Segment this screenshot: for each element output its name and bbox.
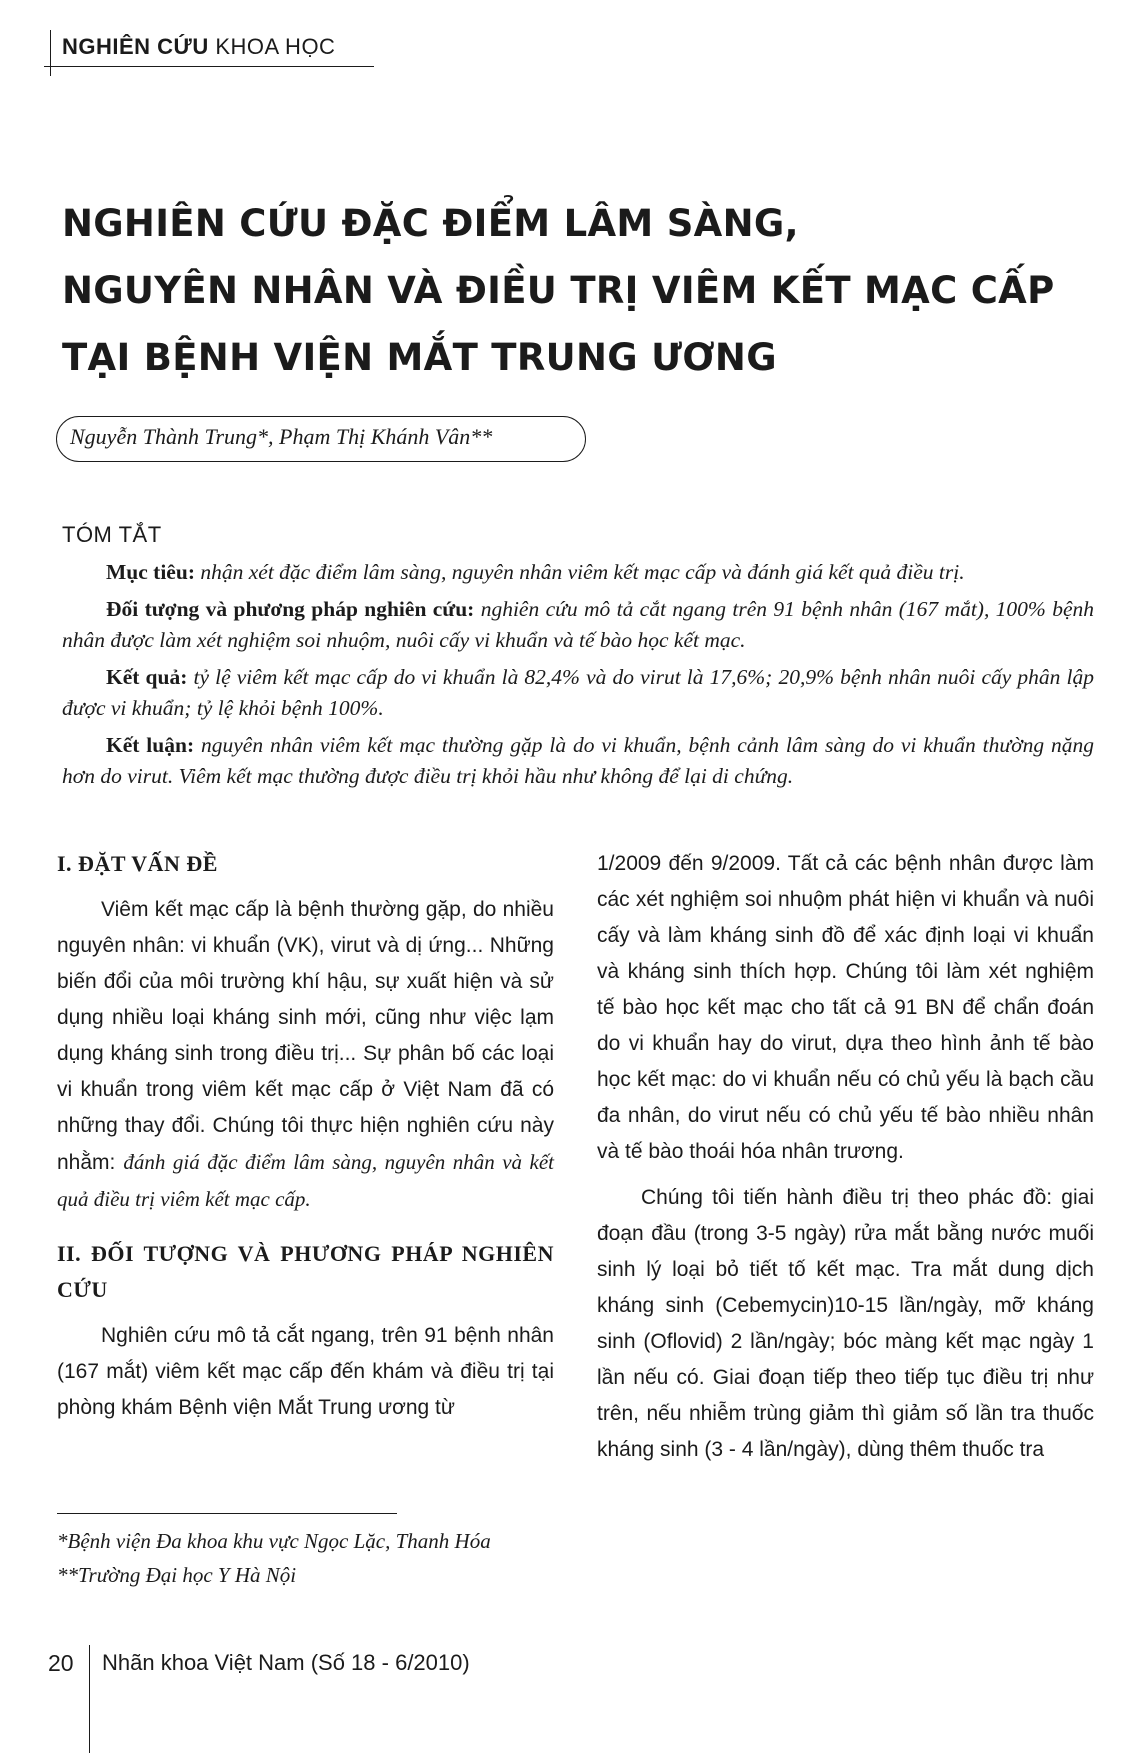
running-header-bold: NGHIÊN CỨU — [62, 34, 209, 59]
section-1-aim: đánh giá đặc điểm lâm sàng, nguyên nhân và kết quả điều trị viêm kết mạc cấp. — [57, 1150, 554, 1211]
footnote-1: *Bệnh viện Đa khoa khu vực Ngọc Lặc, Thanh Hóa — [57, 1529, 491, 1553]
journal-name: Nhãn khoa Việt Nam (Số 18 - 6/2010) — [102, 1650, 470, 1675]
abstract-methods: Đối tượng và phương pháp nghiên cứu: nghiên cứu mô tả cắt ngang trên 91 bệnh nhân (167 mắt), 100% bệnh nhân được làm xét nghiệm soi nhuộm, nuôi cấy vi khuẩn và tế bào học kết mạc. — [62, 596, 1094, 652]
objective-label: Mục tiêu — [106, 560, 188, 584]
section-1-body — [57, 892, 554, 1218]
methods-text: nghiên cứu mô tả cắt ngang trên 91 bệnh nhân (167 mắt), 100% bệnh nhân được làm xét nghiệm soi nhuộm, nuôi cấy vi khuẩn và tế bào học kết mạc. — [62, 596, 1094, 652]
running-header — [62, 34, 335, 60]
footnotes — [57, 1524, 491, 1592]
authors: Nguyễn Thành Trung*, Phạm Thị Khánh Vân** — [70, 424, 493, 449]
abstract-heading: TÓM TẮT — [62, 522, 162, 547]
right-paragraph-1: 1/2009 đến 9/2009. Tất cả các bệnh nhân được làm các xét nghiệm soi nhuộm phát hiện vi khuẩn và nuôi cấy và làm kháng sinh đồ để xác định loại vi khuẩn và kháng sinh thích hợp. Chúng tôi làm xét nghiệm tế bào học kết mạc cho tất cả 91 BN để chẩn đoán do vi khuẩn hay do virut, dựa theo hình ảnh tế bào học kết mạc: do vi khuẩn nếu có chủ yếu là bạch cầu đa nhân, do virut nếu có chủ yếu tế bào nhiều nhân và tế bào thoái hóa nhân trương. — [597, 852, 1094, 1163]
conclusion-label: Kết luận — [106, 732, 187, 757]
footnote-rule — [57, 1513, 397, 1514]
title-line-1: NGHIÊN CỨU ĐẶC ĐIỂM LÂM SÀNG, — [62, 202, 799, 245]
left-column — [57, 846, 554, 1426]
title-line-3: TẠI BỆNH VIỆN MẮT TRUNG ƯƠNG — [62, 336, 777, 379]
footer-bar — [89, 1645, 90, 1753]
page-number: 20 — [48, 1650, 74, 1676]
methods-label: Đối tượng và phương pháp nghiên cứu — [106, 596, 468, 621]
section-1-text: Viêm kết mạc cấp là bệnh thường gặp, do nhiều nguyên nhân: vi khuẩn (VK), virut và dị ứng... Những biến đổi của môi trường khí hậu, sự xuất hiện và sử dụng nhiều loại kháng sinh mới, cũng như việc lạm dụng kháng sinh trong điều trị... Sự phân bố các loại vi khuẩn trong viêm kết mạc cấp ở Việt Nam đã có những thay đổi. Chúng tôi thực hiện nghiên cứu này nhằm: — [57, 898, 554, 1174]
abstract-conclusion: Kết luận: nguyên nhân viêm kết mạc thường gặp là do vi khuẩn, bệnh cảnh lâm sàng do vi khuẩn thường nặng hơn do virut. Viêm kết mạc thường được điều trị khỏi hầu như không để lại di chứng. — [62, 732, 1094, 788]
conclusion-text: nguyên nhân viêm kết mạc thường gặp là do vi khuẩn, bệnh cảnh lâm sàng do vi khuẩn thường nặng hơn do virut. Viêm kết mạc thường được điều trị khỏi hầu như không để lại di chứng. — [62, 732, 1094, 788]
header-tick-mark — [50, 30, 51, 76]
header-rule — [44, 66, 374, 67]
footnote-2: **Trường Đại học Y Hà Nội — [57, 1563, 297, 1587]
abstract-results: Kết quả: tỷ lệ viêm kết mạc cấp do vi khuẩn là 82,4% và do virut là 17,6%; 20,9% bệnh nhân nuôi cấy phân lập được vi khuẩn; tỷ lệ khỏi bệnh 100%. — [62, 664, 1094, 720]
abstract-body — [62, 557, 1094, 798]
section-2-heading: II. ĐỐI TƯỢNG VÀ PHƯƠNG PHÁP NGHIÊN CỨU — [57, 1241, 554, 1302]
right-paragraph-2: Chúng tôi tiến hành điều trị theo phác đồ: giai đoạn đầu (trong 3-5 ngày) rửa mắt bằng nước muối sinh lý loại bỏ tiết tố kết mạc. Tra mắt dung dịch kháng sinh (Cebemycin)10-15 lần/ngày, mỡ kháng sinh (Oflovid) 2 lần/ngày; bóc màng kết mạc ngày 1 lần nếu có. Giai đoạn tiếp theo tiếp tục điều trị như trên, nếu nhiễm trùng giảm thì giảm số lần tra thuốc kháng sinh (3 - 4 lần/ngày), dùng thêm thuốc tra — [597, 1186, 1094, 1461]
results-label: Kết quả — [106, 664, 181, 689]
article-title — [62, 190, 1082, 391]
right-column — [597, 846, 1094, 1468]
section-1-heading: I. ĐẶT VẤN ĐỀ — [57, 851, 218, 876]
section-2-body: Nghiên cứu mô tả cắt ngang, trên 91 bệnh nhân (167 mắt) viêm kết mạc cấp đến khám và điều trị tại phòng khám Bệnh viện Mắt Trung ương từ — [57, 1324, 554, 1419]
abstract-objective: Mục tiêu: nhận xét đặc điểm lâm sàng, nguyên nhân viêm kết mạc cấp và đánh giá kết quả điều trị. — [106, 560, 965, 584]
objective-text: nhận xét đặc điểm lâm sàng, nguyên nhân viêm kết mạc cấp và đánh giá kết quả điều trị. — [200, 560, 965, 584]
running-header-rest: KHOA HỌC — [208, 34, 336, 59]
results-text: tỷ lệ viêm kết mạc cấp do vi khuẩn là 82,4% và do virut là 17,6%; 20,9% bệnh nhân nuôi cấy phân lập được vi khuẩn; tỷ lệ khỏi bệnh 100%. — [62, 664, 1094, 720]
title-line-2: NGUYÊN NHÂN VÀ ĐIỀU TRỊ VIÊM KẾT MẠC CẤP — [62, 269, 1055, 312]
